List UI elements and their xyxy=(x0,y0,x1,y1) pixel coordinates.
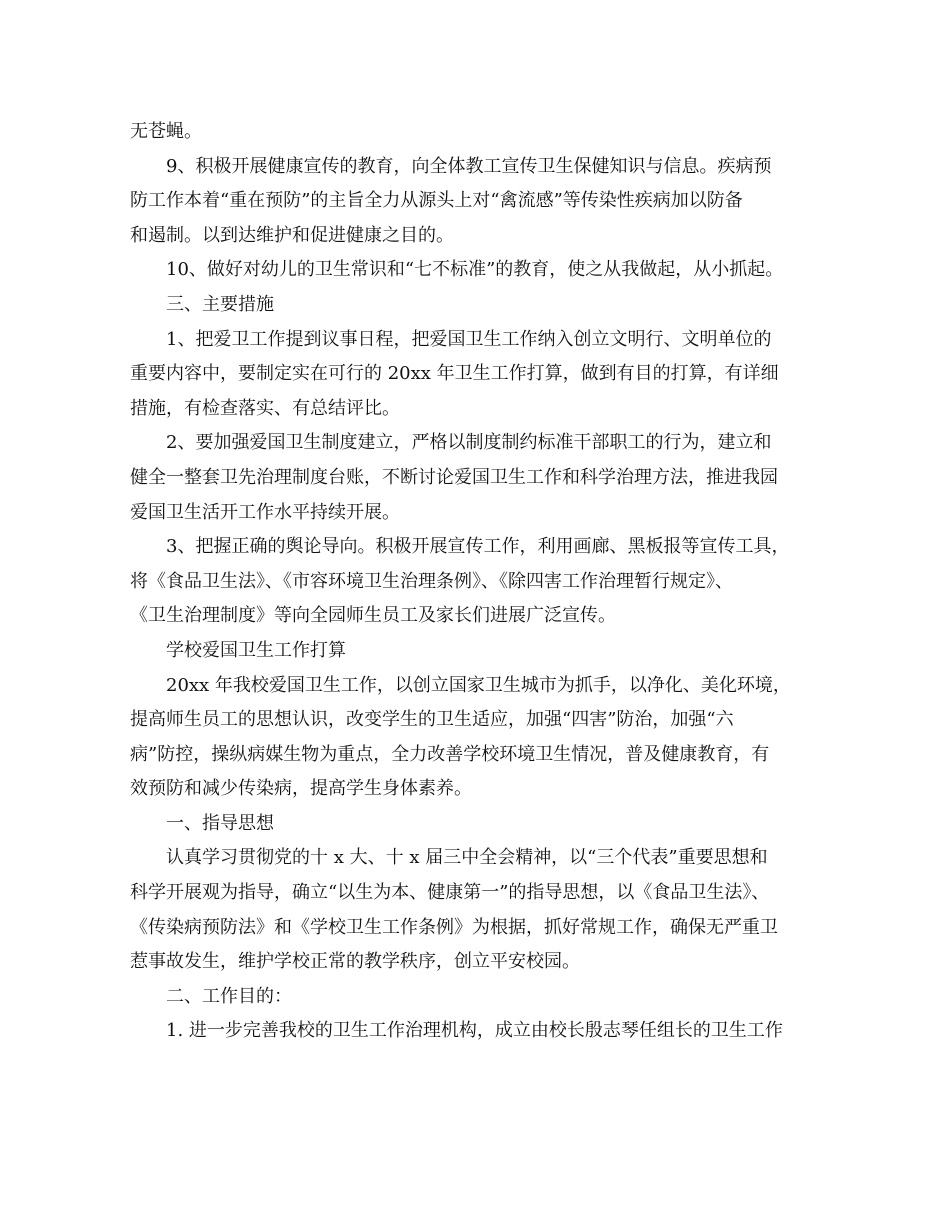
text-line: 1. 进一步完善我校的卫生工作治理机构，成立由校长殷志琴任组长的卫生工作 xyxy=(166,1020,783,1042)
text-line: 3、把握正确的舆论导向。积极开展宣传工作，利用画廊、黑板报等宣传工具， xyxy=(166,536,790,558)
text-line: 提高师生员工的思想认识，改变学生的卫生适应，加强“四害”防治，加强“六 xyxy=(130,709,734,731)
text-line: 三、主要措施 xyxy=(166,293,274,315)
text-line: 2、要加强爱国卫生制度建立，严格以制度制约标准干部职工的行为，建立和 xyxy=(166,432,772,454)
text-line: 爱国卫生活开工作水平持续开展。 xyxy=(130,501,400,523)
text-line: 认真学习贯彻党的十 x 大、十 x 届三中全会精神，以“三个代表”重要思想和 xyxy=(166,847,768,869)
text-line: 10、做好对幼儿的卫生常识和“七不标准”的教育，使之从我做起，从小抓起。 xyxy=(166,259,784,281)
text-line: 《传染病预防法》和《学校卫生工作条例》为根据，抓好常规工作，确保无严重卫 xyxy=(130,916,778,938)
text-line: 科学开展观为指导，确立“以生为本、健康第一”的指导思想，以《食品卫生法》、 xyxy=(130,882,770,904)
text-line: 惹事故发生，维护学校正常的教学秩序，创立平安校园。 xyxy=(130,951,580,973)
text-line: 学校爱国卫生工作打算 xyxy=(166,639,346,661)
text-line: 一、指导思想 xyxy=(166,812,274,834)
text-line: 防工作本着“重在预防”的主旨全力从源头上对“禽流感”等传染性疾病加以防备 xyxy=(130,190,743,212)
text-line: 病”防控，操纵病媒生物为重点，全力改善学校环境卫生情况，普及健康教育，有 xyxy=(130,743,770,765)
text-line: 20xx 年我校爱国卫生工作，以创立国家卫生城市为抓手，以净化、美化环境， xyxy=(166,674,791,696)
text-line: 重要内容中，要制定实在可行的 20xx 年卫生工作打算，做到有目的打算，有详细 xyxy=(130,363,779,385)
text-line: 无苍蝇。 xyxy=(130,121,202,142)
text-line: 效预防和减少传染病，提高学生身体素养。 xyxy=(130,778,472,800)
document-body xyxy=(130,115,820,1049)
text-line: 《卫生治理制度》等向全园师生员工及家长们进展广泛宣传。 xyxy=(130,605,616,627)
text-line: 1、把爱卫工作提到议事日程，把爱国卫生工作纳入创立文明行、文明单位的 xyxy=(166,328,772,350)
text-line: 将《食品卫生法》、《市容环境卫生治理条例》、《除四害工作治理暂行规定》、 xyxy=(130,570,733,592)
text-line: 健全一整套卫先治理制度台账，不断讨论爱国卫生工作和科学治理方法，推进我园 xyxy=(130,466,778,488)
text-line: 和遏制。以到达维护和促进健康之目的。 xyxy=(130,224,454,246)
text-line: 9、积极开展健康宣传的教育，向全体教工宣传卫生保健知识与信息。疾病预 xyxy=(166,155,772,177)
text-line: 措施，有检查落实、有总结评比。 xyxy=(130,397,400,419)
text-line: 二、工作目的： xyxy=(166,985,292,1007)
